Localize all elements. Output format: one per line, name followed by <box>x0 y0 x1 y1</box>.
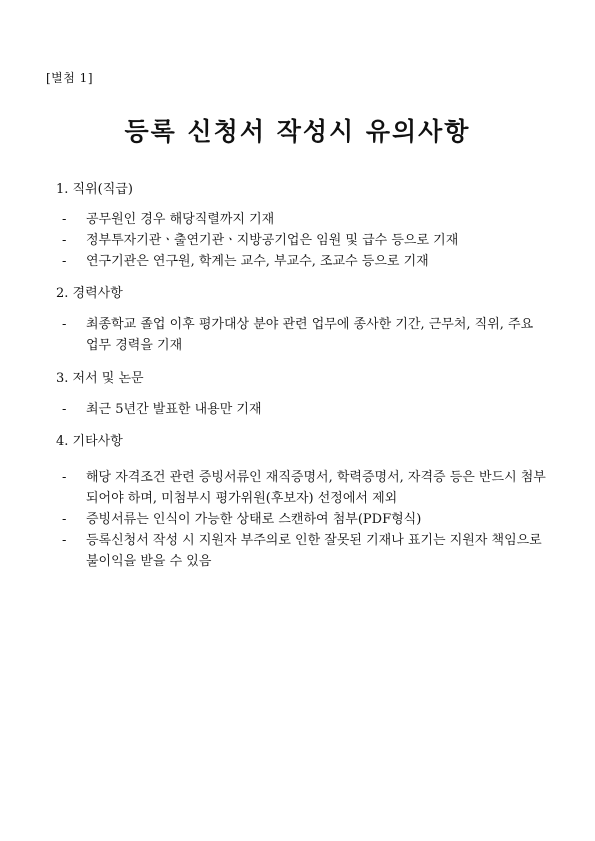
list-item <box>62 467 556 509</box>
section-others <box>56 434 556 572</box>
attachment-label: [별첨 1] <box>46 71 93 85</box>
section-heading: 3. 저서 및 논문 <box>56 371 144 386</box>
list-item-text: 해당 자격조건 관련 증빙서류인 재직증명서, 학력증명서, 자격증 등은 반드시 첨부되어야 하며, 미첨부시 평가위원(후보자) 선정에서 제외 <box>86 470 546 506</box>
bullet-dash: - <box>62 533 67 548</box>
section-item-list <box>56 209 556 272</box>
section-heading: 1. 직위(직급) <box>56 182 133 197</box>
bullet-dash: - <box>62 233 67 248</box>
section-career <box>56 286 556 356</box>
bullet-dash: - <box>62 254 67 269</box>
bullet-dash: - <box>62 212 67 227</box>
list-item-text: 최근 5년간 발표한 내용만 기재 <box>86 402 262 417</box>
section-publications <box>56 371 556 420</box>
list-item <box>62 230 556 251</box>
page-title: 등록 신청서 작성시 유의사항 <box>124 117 471 146</box>
bullet-dash: - <box>62 317 67 332</box>
section-heading: 2. 경력사항 <box>56 286 123 301</box>
list-item-text: 공무원인 경우 해당직렬까지 기재 <box>86 212 275 227</box>
list-item <box>62 251 556 272</box>
list-item-text: 증빙서류는 인식이 가능한 상태로 스캔하여 첨부(PDF형식) <box>86 512 422 527</box>
list-item <box>62 509 556 530</box>
list-item-text: 최종학교 졸업 이후 평가대상 분야 관련 업무에 종사한 기간, 근무처, 직위, 주요업무 경력을 기재 <box>86 317 534 353</box>
bullet-dash: - <box>62 470 67 485</box>
section-item-list <box>56 467 556 572</box>
list-item-text: 연구기관은 연구원, 학계는 교수, 부교수, 조교수 등으로 기재 <box>86 254 429 269</box>
section-heading: 4. 기타사항 <box>56 434 123 449</box>
list-item <box>62 314 556 356</box>
list-item-text: 등록신청서 작성 시 지원자 부주의로 인한 잘못된 기재나 표기는 지원자 책임으로 불이익을 받을 수 있음 <box>86 533 542 569</box>
list-item-text: 정부투자기관ㆍ출연기관ㆍ지방공기업은 임원 및 급수 등으로 기재 <box>86 233 459 248</box>
bullet-dash: - <box>62 512 67 527</box>
section-item-list <box>56 399 556 420</box>
list-item <box>62 530 556 572</box>
list-item <box>62 209 556 230</box>
bullet-dash: - <box>62 402 67 417</box>
list-item <box>62 399 556 420</box>
section-item-list <box>56 314 556 356</box>
section-position <box>56 182 556 272</box>
